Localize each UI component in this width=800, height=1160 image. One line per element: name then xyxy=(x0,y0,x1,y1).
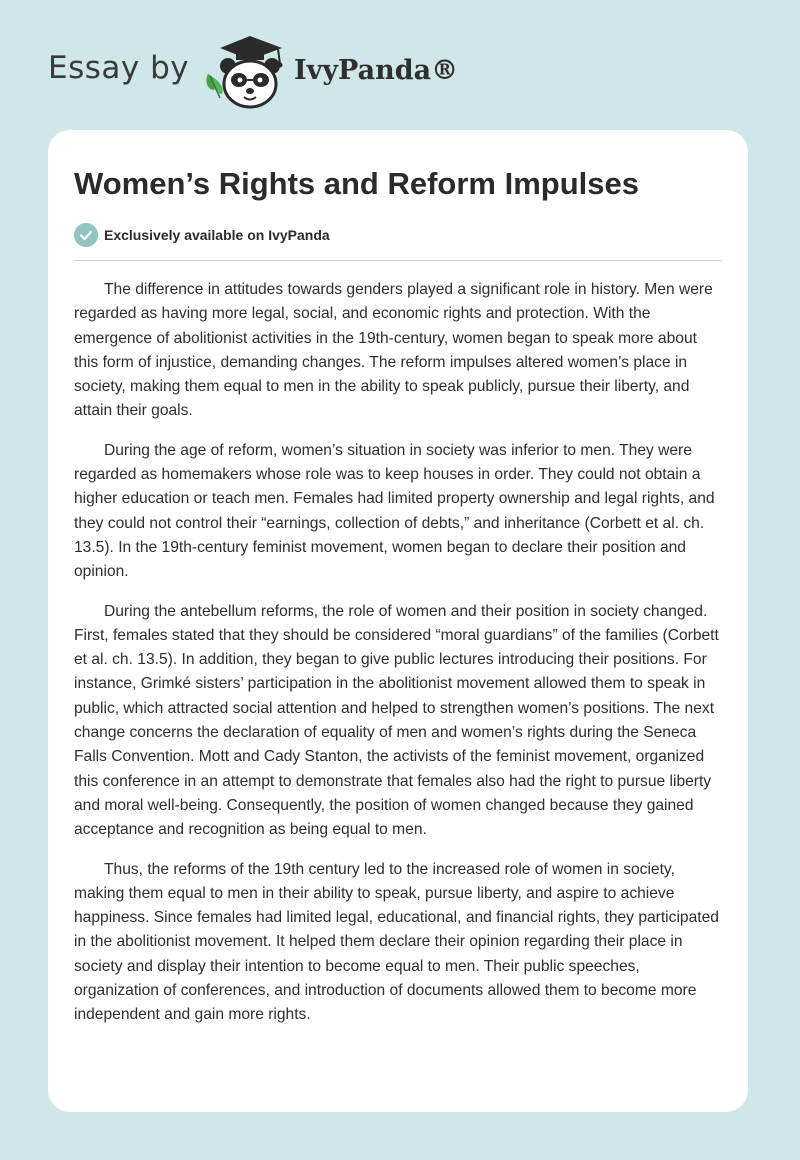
site-header xyxy=(0,0,800,120)
essay-card xyxy=(48,130,748,1112)
exclusive-badge xyxy=(74,222,330,248)
essay-by-label: Essay by xyxy=(48,50,190,86)
paragraph: Thus, the reforms of the 19th century led to the increased role of women in society, making them equal to men in their ability to speak, pursue liberty, and aspire to achieve happiness. Since females had limited legal, educational, and financial rights, they participated in the abolitionist movement. It helped them declare their opinion regarding their place in society and display their intention to become equal to men. Their public speeches, organization of conferences, and introduction of documents allowed them to become more independent and gain more rights. xyxy=(74,860,719,1024)
paragraph: The difference in attitudes towards genders played a significant role in history. Men were regarded as having more legal, social, and economic rights and protection. With the emergence of abolitionist activities in the 19th-century, women began to speak more about this form of injustice, demanding changes. The reform impulses altered women’s place in society, making them equal to men in the ability to speak publicly, pursue their liberty, and attain their goals. xyxy=(74,281,713,420)
essay-body xyxy=(74,278,724,1043)
check-circle-icon xyxy=(74,223,98,247)
paragraph: During the antebellum reforms, the role of women and their position in society changed. First, females stated that they should be considered “moral guardians” of the families (Corbett et al. ch. 13.5). In addition, they began to give public lectures introducing their positions. For instance, Grimké sisters’ participation in the abolitionist movement allowed them to speak in public, which attracted social attention and helped to strengthen women’s positions. The next change concerns the declaration of equality of men and women’s rights during the Seneca Falls Convention. Mott and Cady Stanton, the activists of the feminist movement, organized this conference in an attempt to demonstrate that females also had the right to pursue liberty and moral well-being. Consequently, the position of women changed because they gained acceptance and recognition as being equal to men. xyxy=(74,602,719,839)
brand-name[interactable]: IvyPanda® xyxy=(294,55,459,86)
divider xyxy=(74,260,722,261)
panda-logo-icon[interactable] xyxy=(200,34,292,110)
exclusive-badge-label: Exclusively available on IvyPanda xyxy=(104,227,330,243)
paragraph: During the age of reform, women’s situation in society was inferior to men. They were regarded as homemakers whose role was to keep houses in order. They could not obtain a higher education or teach men. Females had limited property ownership and legal rights, and they could not control their “earnings, collection of debts,” and inheritance (Corbett et al. ch. 13.5). In the 19th-century feminist movement, women began to declare their position and opinion. xyxy=(74,441,715,581)
page-title: Women’s Rights and Reform Impulses xyxy=(74,166,639,201)
